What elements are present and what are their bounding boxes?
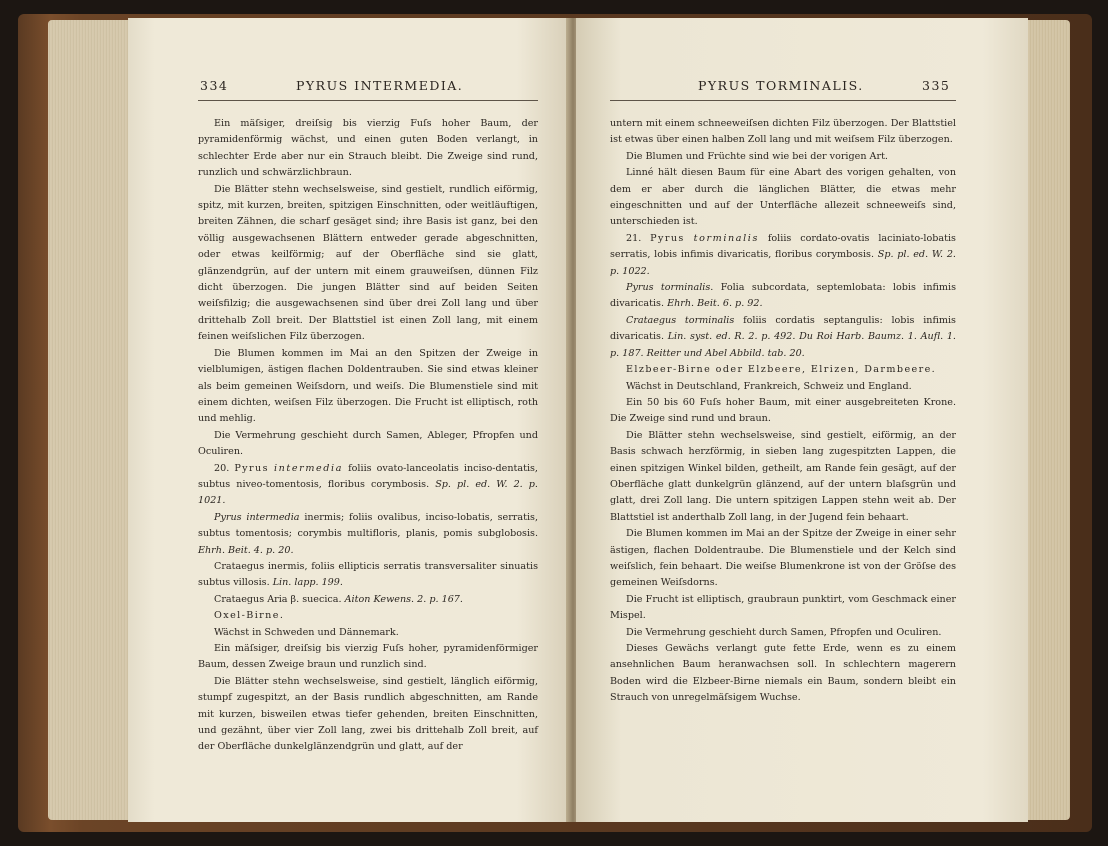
entry-21-species: torminalis: [693, 232, 759, 244]
synonym-1-text: inermis; foliis ovalibus, inciso-lobatis, serratis, subtus tomentosis; corymbis multifloris, planis, pomis subglobosis.: [198, 511, 538, 540]
right-running-head: PYRUS TORMINALIS.: [698, 78, 864, 93]
right-paragraph-5: Ein 50 bis 60 Fuſs hoher Baum, mit einer ausgebreiteten Krone. Die Zweige sind rund und braun.: [610, 396, 956, 425]
left-paragraph-3: Die Blumen kommen im Mai an den Spitzen der Zweige in vielblumigen, ästigen flachen Doldentrauben. Sie sind etwas kleiner als beim gemeinen Weiſsdorn, und weiſs. Die Blumenstiele sind mit einem dichten, weiſsen Filz überzogen. Die Frucht ist elliptisch, roth und mehlig.: [198, 347, 538, 425]
left-paragraph-2: Die Blätter stehn wechselsweise, sind gestielt, rundlich eiförmig, spitz, mit kurzen, breiten, spitzigen Einschnitten, oder weitläuftigen, breiten Zähnen, die scharf gesäget sind; ihre Basis ist ganz, bei den völlig ausgewachsenen Blättern entweder gerade abgeschnitten, oder etwas keilförmig; auf der Oberfläche sind sie glatt, glänzendgrün, auf der untern mit einem grauweiſsen, dünnen Filz dicht überzogen. Die jungen Blätter sind auf beiden Seiten weiſsfilzig; die ausgewachsenen sind über drei Zoll lang und über drittehalb Zoll breit. Der Blattstiel ist einen Zoll lang, mit einem feinen weiſslichen Filz überzogen.: [198, 183, 538, 343]
left-text-block: [198, 116, 538, 756]
synonym-2-ref: Lin. lapp. 199.: [272, 577, 343, 589]
entry-20-species: intermedia: [273, 462, 344, 474]
synonym-5-text: foliis cordatis septangulis: lobis infimis divaricatis.: [610, 314, 956, 343]
entry-20-ref: Sp. pl. ed. W. 2. p. 1021.: [198, 478, 538, 507]
page-edges-right: [1026, 20, 1070, 820]
right-paragraph-4: Wächst in Deutschland, Frankreich, Schweiz und England.: [626, 380, 912, 392]
synonym-4: [610, 280, 956, 313]
synonym-5-ref: Lin. syst. ed. R. 2. p. 492. Du Roi Harb. Baumz. 1. Aufl. 1. p. 187. Reitter und Abel Abbild. tab. 20.: [610, 331, 956, 359]
right-paragraph-7: Die Blumen kommen im Mai an der Spitze der Zweige in einer sehr ästigen, flachen Doldentraube. Die Blumenstiele und der Kelch sind weiſslich, fein behaart. Die weiſse Blumenkrone ist von der Gröſse des gemeinen Weiſsdorns.: [610, 528, 956, 589]
synonym-2: [198, 559, 538, 592]
right-paragraph-6: Die Blätter stehn wechselsweise, sind gestielt, eiförmig, an der Basis schwach herzförmig, in sieben lang zugespitzten Lappen, die einen spitzigen Winkel bilden, getheilt, am Rande fein gesägt, auf der Oberfläche glatt dunkelgrün glänzend, auf der untern blaſsgrün und glatt, drei Zoll lang. Die untern spitzigen Lappen stehn weit ab. Der Blattstiel ist anderthalb Zoll lang, in der Jugend fein behaart.: [610, 429, 956, 523]
synonym-3-text: Crataegus Aria β. suecica.: [214, 593, 342, 605]
right-page: [576, 18, 1028, 822]
synonym-2-text: Crataegus inermis, foliis ellipticis serratis transversaliter sinuatis subtus villosis.: [198, 560, 538, 589]
right-paragraph-1: untern mit einem schneeweiſsen dichten Filz überzogen. Der Blattstiel ist etwas über einen halben Zoll lang und mit weiſsem Filz überzogen.: [610, 118, 956, 146]
synonym-4-name: Pyrus torminalis.: [626, 282, 714, 294]
left-page: [128, 18, 570, 822]
right-text-block: [610, 116, 956, 707]
synonym-4-ref: Ehrh. Beit. 6. p. 92.: [667, 298, 763, 310]
entry-21-genus: Pyrus: [650, 232, 685, 244]
left-paragraph-4: Die Vermehrung geschieht durch Samen, Ableger, Pfropfen und Oculiren.: [198, 429, 538, 458]
synonym-5-name: Crataegus torminalis: [626, 314, 735, 326]
left-paragraph-1: Ein mäſsiger, dreiſsig bis vierzig Fuſs hoher Baum, der pyramidenförmig wächst, und einen guten Boden verlangt, in schlechter Erde aber nur ein Strauch bleibt. Die Zweige sind rund, runzlich und schwärzlichbraun.: [198, 118, 538, 179]
entry-20-genus: Pyrus: [234, 462, 269, 474]
left-paragraph-6: Ein mäſsiger, dreiſsig bis vierzig Fuſs hoher, pyramidenförmiger Baum, dessen Zweige braun und runzlich sind.: [198, 643, 538, 671]
synonym-4-text: Folia subcordata, septemlobata: lobis infimis divaricatis.: [610, 282, 956, 310]
synonym-5: [610, 313, 956, 362]
left-paragraph-7: Die Blätter stehn wechselsweise, sind gestielt, länglich eiförmig, stumpf zugespitzt, an der Basis rundlich abgeschnitten, am Rande mit kurzen, bisweilen etwas tiefer gehenden, breiten Einschnitten, und gezähnt, über vier Zoll lang, zwei bis drittehalb Zoll breit, auf der Oberfläche dunkelglänzendgrün und glatt, auf der: [198, 675, 538, 753]
synonym-1-ref: Ehrh. Beit. 4. p. 20.: [198, 544, 294, 556]
synonym-3: [198, 592, 538, 608]
entry-20: [198, 461, 538, 510]
synonym-1: [198, 510, 538, 559]
left-header-rule: [198, 100, 538, 101]
right-page-number: 335: [922, 78, 951, 93]
entry-21-ref: Sp. pl. ed. W. 2. p. 1022.: [610, 249, 956, 277]
left-running-head: PYRUS INTERMEDIA.: [296, 78, 464, 93]
entry-21: [610, 231, 956, 280]
left-paragraph-5: Wächst in Schweden und Dännemark.: [214, 626, 399, 638]
right-paragraph-8: Die Frucht ist elliptisch, graubraun punktirt, vom Geschmack einer Mispel.: [610, 593, 956, 622]
right-paragraph-9: Die Vermehrung geschieht durch Samen, Pfropfen und Oculiren.: [626, 626, 942, 638]
common-names-elzbeere: Elzbeer-Birne oder Elzbeere, Elrizen, Darmbeere.: [626, 364, 937, 376]
right-paragraph-10: Dieses Gewächs verlangt gute fette Erde, wenn es zu einem ansehnlichen Baum heranwachsen soll. In schlechtern magerern Boden wird die Elzbeer-Birne niemals ein Baum, sondern bleibt ein Strauch von unregelmäſsigem Wuchse.: [610, 643, 956, 704]
common-name-oxel: Oxel-Birne.: [214, 610, 285, 622]
entry-20-num: 20.: [214, 462, 230, 474]
entry-20-diagnosis: foliis ovato-lanceolatis inciso-dentatis, subtus niveo-tomentosis, floribus corymbosis.: [198, 462, 538, 490]
synonym-3-ref: Aiton Kewens. 2. p. 167.: [344, 593, 463, 605]
entry-21-num: 21.: [626, 232, 642, 244]
left-page-number: 334: [200, 78, 229, 93]
right-paragraph-2: Die Blumen und Früchte sind wie bei der vorigen Art.: [626, 150, 888, 162]
page-edges-left: [48, 20, 130, 820]
synonym-1-name: Pyrus intermedia: [214, 511, 300, 523]
right-paragraph-3: Linné hält diesen Baum für eine Abart des vorigen gehalten, von dem er aber durch die länglichen Blätter, die etwas mehr eingeschnitten und auf der Unterfläche allezeit schneeweiſs sind, unterschieden ist.: [610, 167, 956, 228]
entry-21-diagnosis: foliis cordato-ovatis laciniato-lobatis serratis, lobis infimis divaricatis, floribus corymbosis.: [610, 232, 956, 261]
right-header-rule: [610, 100, 956, 101]
